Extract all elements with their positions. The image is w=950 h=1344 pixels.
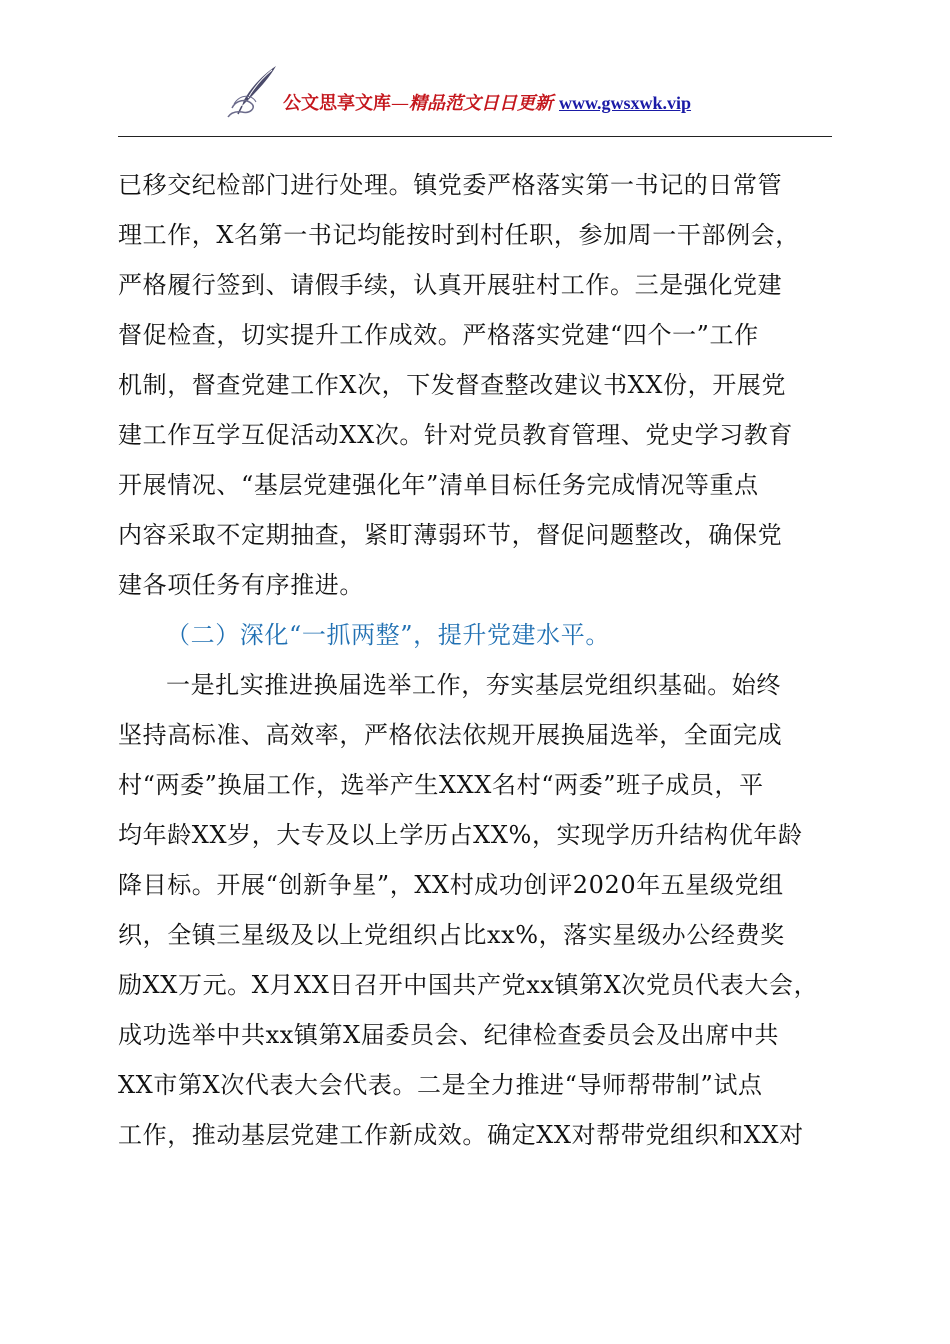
body-line: 一是扎实推进换届选举工作，夯实基层党组织基础。始终 (166, 671, 781, 699)
quill-pen-icon (226, 64, 282, 118)
page-header (118, 62, 832, 122)
header-dash: — (391, 93, 409, 114)
body-line: 建各项任务有序推进。 (118, 571, 364, 599)
site-name: 公文思享文库 (283, 93, 391, 114)
site-url-link[interactable]: www.gwsxwk.vip (559, 93, 692, 113)
site-slogan: 精品范文日日更新 (409, 93, 553, 114)
body-line: 已移交纪检部门进行处理。镇党委严格落实第一书记的日常管 (118, 171, 783, 199)
document-body (118, 160, 838, 1160)
body-line: 均年龄XX岁，大专及以上学历占XX%，实现学历升结构优年龄 (118, 821, 803, 849)
body-line: 坚持高标准、高效率，严格依法依规开展换届选举，全面完成 (118, 721, 783, 749)
body-line: 建工作互学互促活动XX次。针对党员教育管理、党史学习教育 (118, 421, 793, 449)
body-line: 开展情况、“基层党建强化年”清单目标任务完成情况等重点 (118, 471, 759, 499)
body-line: 督促检查，切实提升工作成效。严格落实党建“四个一”工作 (118, 321, 759, 349)
body-line: 理工作，X名第一书记均能按时到村任职，参加周一干部例会， (118, 221, 800, 249)
body-line: 织，全镇三星级及以上党组织占比xx%，落实星级办公经费奖 (118, 921, 785, 949)
body-line: 内容采取不定期抽查，紧盯薄弱环节，督促问题整改，确保党 (118, 521, 783, 549)
body-line: XX市第X次代表大会代表。二是全力推进“导师帮带制”试点 (118, 1071, 763, 1099)
header-brand (283, 92, 691, 115)
header-divider (118, 136, 832, 137)
body-line: 机制，督查党建工作X次，下发督查整改建议书XX份，开展党 (118, 371, 787, 399)
body-line: 成功选举中共xx镇第X届委员会、纪律检查委员会及出席中共 (118, 1021, 779, 1049)
section-heading: （二）深化“一抓两整”，提升党建水平。 (166, 621, 610, 649)
body-line: 村“两委”换届工作，选举产生XXX名村“两委”班子成员，平 (118, 771, 764, 799)
body-line: 严格履行签到、请假手续，认真开展驻村工作。三是强化党建 (118, 271, 783, 299)
body-line: 励XX万元。X月XX日召开中国共产党xx镇第X次党员代表大会， (118, 971, 819, 999)
body-line: 工作，推动基层党建工作新成效。确定XX对帮带党组织和XX对 (118, 1121, 804, 1149)
body-line: 降目标。开展“创新争星”，XX村成功创评2020年五星级党组 (118, 871, 784, 899)
